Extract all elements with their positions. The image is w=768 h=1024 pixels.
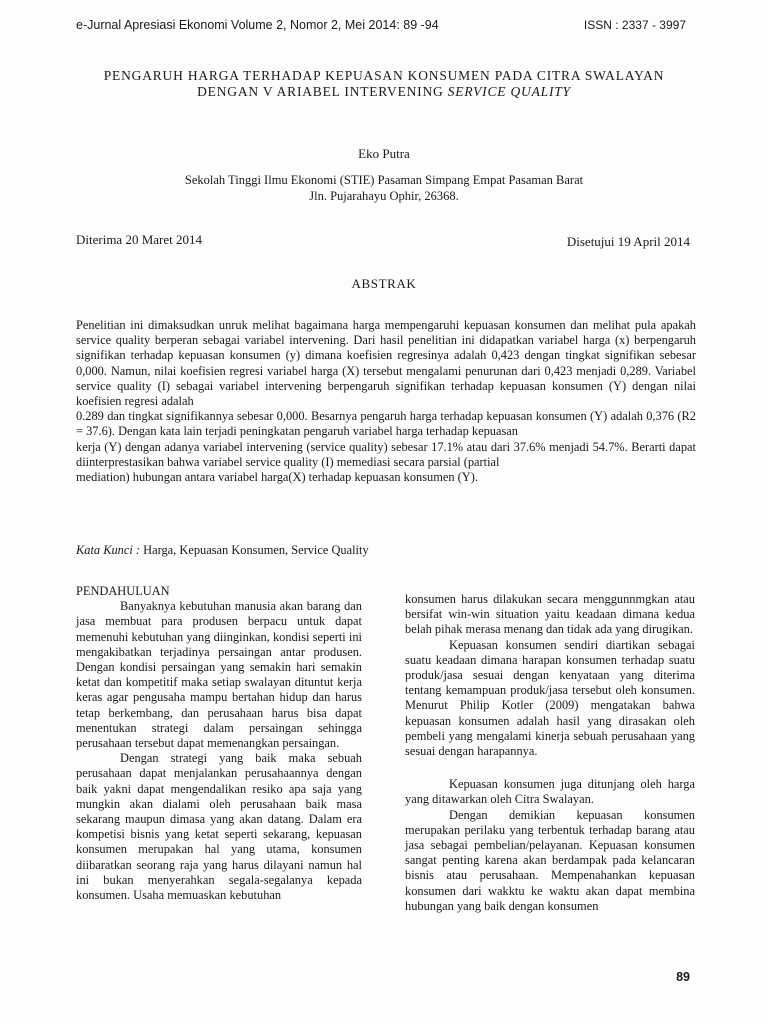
- abstract-paragraph: Penelitian ini dimaksudkan unruk melihat bagaimana harga mempengaruhi kepuasan konsumen dan melihat pula apakah service quality berperan sebagai variabel intervening. Dari hasil penelitian ini didapatkan variabel harga (x) berpengaruh signifikan terhadap kepuasan konsumen (y) dimana koefisien regresinya adalah 0,423 dengan tingkat signifikan sebesar 0,000. Namun, nilai koefisien regresi variabel harga (X) tersebut mengalami penurunan dari 0,423 menjadi 0,289. Variabel service quality (I) sebagai variabel intervening berpengaruh signifikan terhadap kepuasan konsumen (Y) dengan nilai koefisien regresi adalah: [76, 318, 696, 409]
- title-line-2: [0, 84, 768, 100]
- affiliation-line-2: Jln. Pujarahayu Ophir, 26368.: [309, 189, 459, 203]
- page-number: 89: [676, 970, 690, 984]
- keywords-label: Kata Kunci :: [76, 543, 141, 557]
- abstract-paragraph: 0.289 dan tingkat signifikannya sebesar 0,000. Besarnya pengaruh harga terhadap kepuasan konsumen (Y) adalah 0,376 (R2 = 37.6). Dengan kata lain terjadi peningkatan pengaruh variabel harga terhadap kepuasan: [76, 409, 696, 439]
- affiliation: [0, 172, 768, 204]
- affiliation-line-1: Sekolah Tinggi Ilmu Ekonomi (STIE) Pasaman Simpang Empat Pasaman Barat: [184, 173, 584, 187]
- body-paragraph: konsumen harus dilakukan secara menggunnmgkan atau bersifat win-win situation yaitu keadaan dimana kedua belah pihak merasa menang dan tidak ada yang dirugikan.: [405, 592, 695, 637]
- title-line-1: PENGARUH HARGA TERHADAP KEPUASAN KONSUMEN PADA CITRA SWALAYAN: [103, 68, 665, 83]
- abstract-heading: ABSTRAK: [351, 276, 417, 291]
- right-column: [405, 592, 695, 914]
- body-paragraph: Banyaknya kebutuhan manusia akan barang dan jasa membuat para produsen berpacu untuk dapat memenuhi kebutuhan yang diinginkan, kondisi seperti ini mengakibatkan terjadinya persaingan antar produsen. Dengan kondisi persaingan yang semakin hari semakin ketat dan kompetitif maka setiap swalayan dituntut kerja keras agar pengusaha mampu bertahan hidup dan harus tetap berkembang, dan perusahaan harus bisa dapat menentukan strategi dalam persaingan sehingga perusahaan tersebut dapat memenangkan persaingan.: [76, 599, 362, 751]
- keywords-values: Harga, Kepuasan Konsumen, Service Quality: [143, 543, 369, 557]
- title-line-2-plain: DENGAN V ARIABEL INTERVENING: [197, 84, 448, 99]
- accepted-date: Disetujui 19 April 2014: [566, 234, 690, 249]
- abstract-body: [76, 318, 696, 485]
- keywords: [76, 543, 369, 558]
- author-name: Eko Putra: [358, 146, 410, 161]
- body-paragraph: Dengan demikian kepuasan konsumen merupakan perilaku yang terbentuk terhadap barang atau jasa sebagai pembelian/pelayanan. Kepuasan konsumen sangat penting karena akan berdampak pada kelancaran bisnis atau perusahaan. Mempenahankan kepuasan konsumen dari wakktu ke waktu akan dapat membina hubungan yang baik dengan konsumen: [405, 807, 695, 913]
- paragraph-gap: [405, 759, 695, 777]
- abstract-paragraph: mediation) hubungan antara variabel harga(X) terhadap kepuasan konsumen (Y).: [76, 470, 478, 485]
- body-paragraph: Dengan strategi yang baik maka sebuah perusahaan dapat menjalankan perusahaannya dengan baik yakni dapat mengendalikan resiko apa saja yang mungkin akan dialami oleh perusahaan baik masa sekarang maupun dimasa yang akan datang. Dalam era kompetisi bisnis yang ketat seperti sekarang, kepuasan konsumen merupakan hal yang utama, konsumen diibaratkan seorang raja yang harus dilayani namun hal ini bukan menyerahkan segala-segalanya kepada konsumen. Usaha memuaskan kebutuhan: [76, 751, 362, 903]
- body-paragraph: Kepuasan konsumen sendiri diartikan sebagai suatu keadaan dimana harapan konsumen terhadap suatu produk/jasa sesuai dengan kenyataan yang diterima tentang kemampuan produk/jasa tersebut oleh konsumen. Menurut Philip Kotler (2009) mengatakan bahwa kepuasan konsumen adalah hasil yang dirasakan oleh pembeli yang mengalami kinerja sebuah perusahaan yang sesuai dengan harapannya.: [405, 637, 695, 759]
- abstract-paragraph: kerja (Y) dengan adanya variabel intervening (service quality) sebesar 17.1% atau dari 37.6% menjadi 54.7%. Berarti dapat diinterprestasikan bahwa variabel service quality (I) memediasi secara parsial (partial: [76, 439, 696, 469]
- section-heading: PENDAHULUAN: [76, 584, 170, 598]
- body-paragraph: Kepuasan konsumen juga ditunjang oleh harga yang ditawarkan oleh Citra Swalayan.: [405, 777, 695, 807]
- paper-title: [0, 68, 768, 100]
- journal-header: e-Jurnal Apresiasi Ekonomi Volume 2, Nomor 2, Mei 2014: 89 -94: [76, 18, 439, 32]
- left-column: [76, 584, 362, 903]
- issn-label: ISSN : 2337 - 3997: [583, 18, 686, 32]
- received-date: Diterima 20 Maret 2014: [76, 232, 202, 247]
- title-line-2-italic: SERVICE QUALITY: [447, 84, 571, 99]
